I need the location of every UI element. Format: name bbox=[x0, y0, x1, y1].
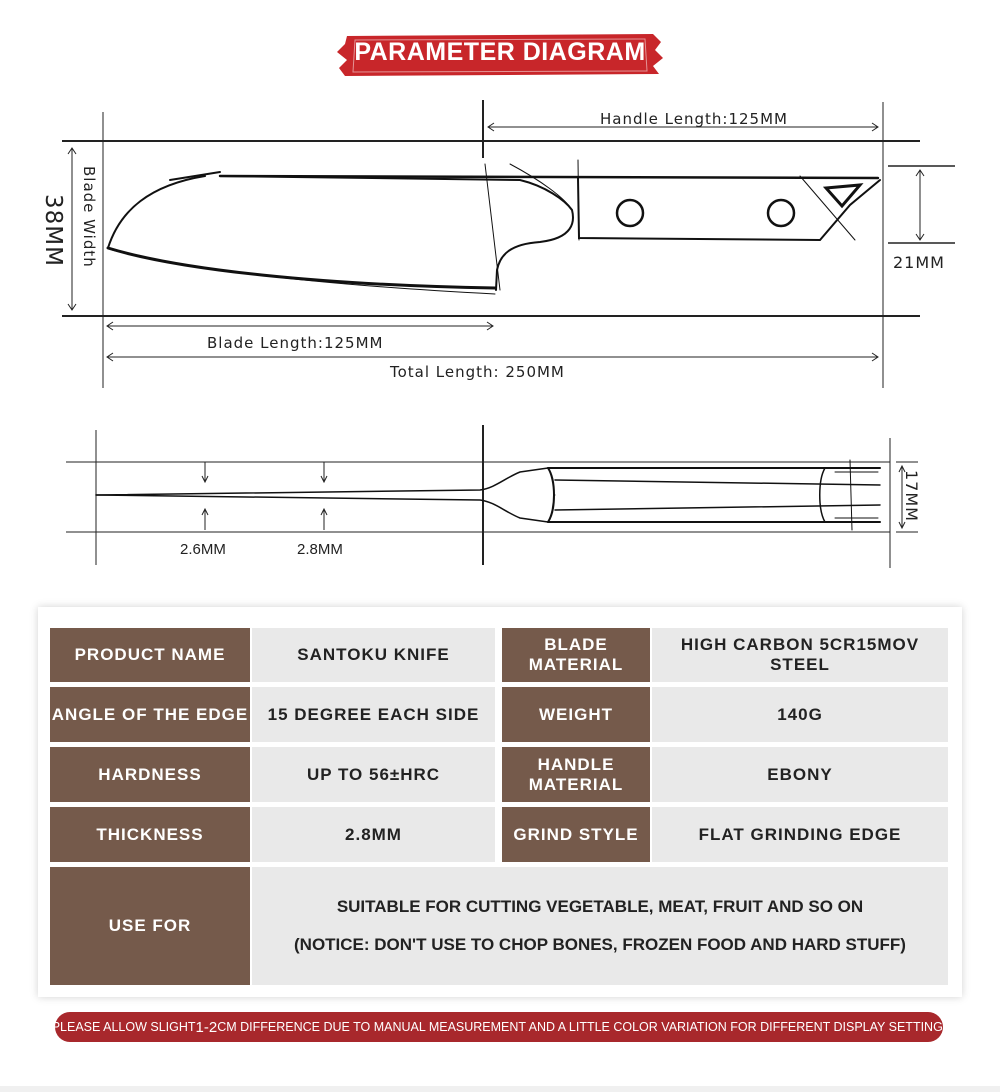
hardness-label: HARDNESS bbox=[50, 747, 250, 802]
blade-width-value: 38MM bbox=[40, 194, 66, 267]
knife-side-view bbox=[0, 90, 1000, 400]
angle-label: ANGLE OF THE EDGE bbox=[50, 687, 250, 742]
use-for-label: USE FOR bbox=[50, 867, 250, 985]
weight-label: WEIGHT bbox=[502, 687, 650, 742]
thickness-value: 2.8MM bbox=[252, 807, 495, 862]
thickness-a-label: 2.6MM bbox=[180, 541, 226, 558]
handle-material-label: HANDLE MATERIAL bbox=[502, 747, 650, 802]
angle-value: 15 DEGREE EACH SIDE bbox=[252, 687, 495, 742]
page-title: PARAMETER DIAGRAM bbox=[354, 38, 646, 66]
handle-height-label: 21MM bbox=[893, 253, 945, 272]
spec-table bbox=[38, 607, 962, 997]
grind-style-value: FLAT GRINDING EDGE bbox=[652, 807, 948, 862]
blade-material-label: BLADE MATERIAL bbox=[502, 628, 650, 682]
thickness-label: THICKNESS bbox=[50, 807, 250, 862]
bottom-divider bbox=[0, 1086, 1000, 1092]
blade-length-label: Blade Length:125MM bbox=[207, 334, 384, 352]
notice-part-2: 1-2 bbox=[195, 1018, 218, 1036]
hardness-value: UP TO 56±HRC bbox=[252, 747, 495, 802]
product-name-label: PRODUCT NAME bbox=[50, 628, 250, 682]
handle-material-value: EBONY bbox=[652, 747, 948, 802]
product-name-value: SANTOKU KNIFE bbox=[252, 628, 495, 682]
notice-bar bbox=[51, 1012, 947, 1042]
notice-part-3: CM DIFFERENCE DUE TO MANUAL MEASUREMENT AND A LITTLE COLOR VARIATION FOR DIFFERENT DISPLAY SETTING. bbox=[217, 1020, 947, 1034]
thickness-b-label: 2.8MM bbox=[297, 541, 343, 558]
handle-length-label: Handle Length:125MM bbox=[600, 110, 788, 128]
blade-material-value: HIGH CARBON 5CR15MOV STEEL bbox=[652, 628, 948, 682]
notice-part-1: PLEASE ALLOW SLIGHT bbox=[51, 1020, 196, 1034]
weight-value: 140G bbox=[652, 687, 948, 742]
knife-top-view bbox=[0, 420, 1000, 570]
use-for-line-2: (NOTICE: DON'T USE TO CHOP BONES, FROZEN FOOD AND HARD STUFF) bbox=[294, 935, 906, 954]
blade-width-label: Blade Width bbox=[80, 166, 98, 268]
use-for-line-1: SUITABLE FOR CUTTING VEGETABLE, MEAT, FRUIT AND SO ON bbox=[336, 897, 864, 916]
total-length-label: Total Length: 250MM bbox=[390, 363, 565, 381]
use-for-value bbox=[252, 867, 948, 985]
grind-style-label: GRIND STYLE bbox=[502, 807, 650, 862]
handle-thickness-label: 17MM bbox=[902, 470, 921, 522]
